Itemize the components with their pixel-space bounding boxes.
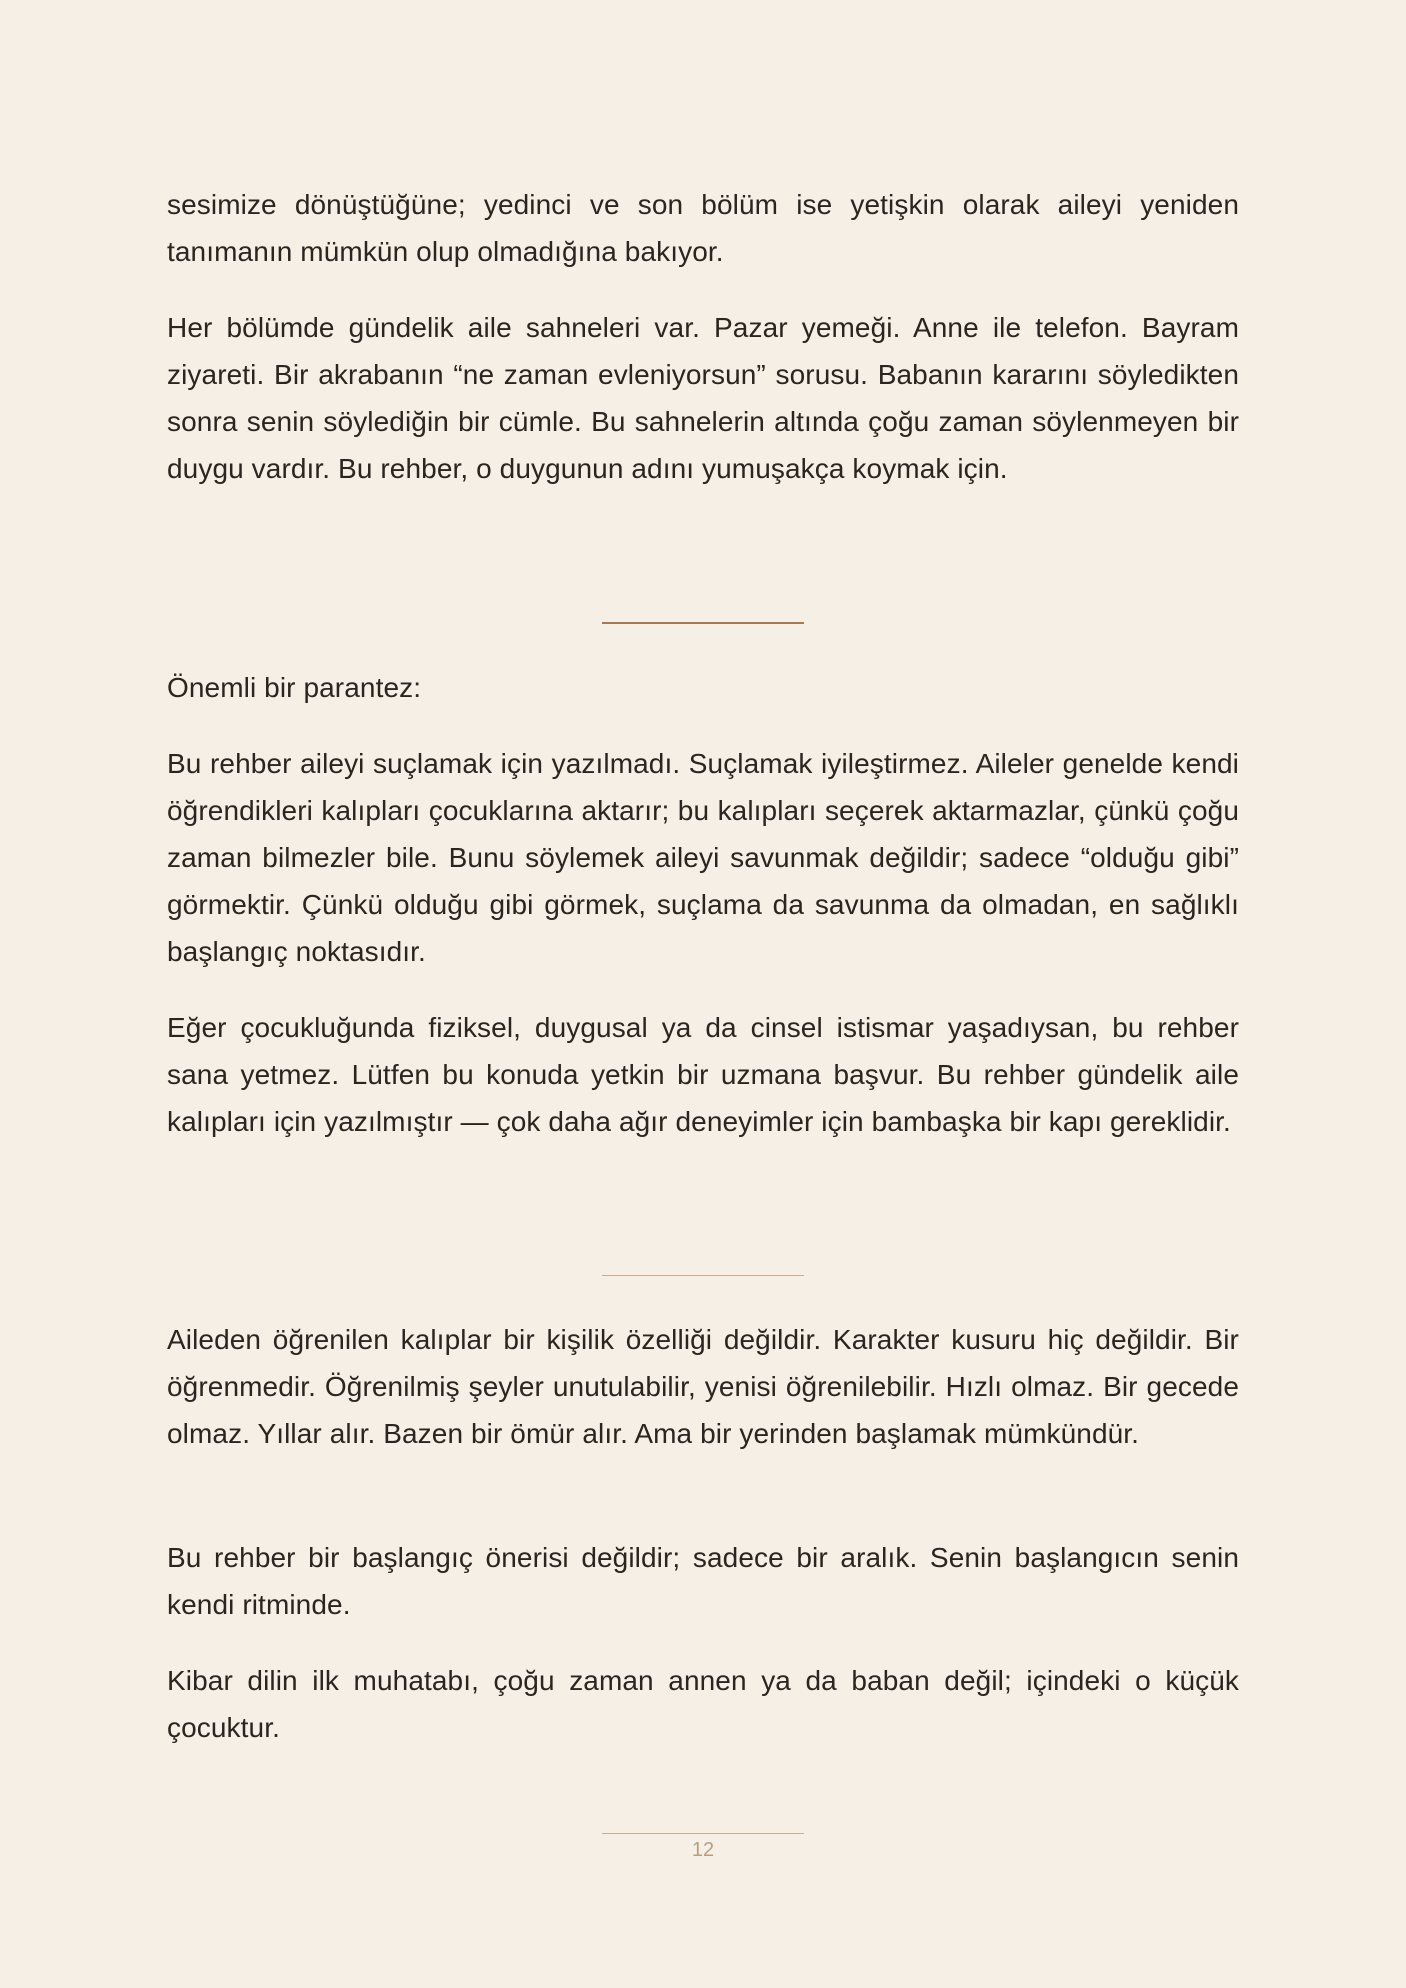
paragraph-chapter-overview-end: sesimize dönüştüğüne; yedinci ve son bölüm ise yetişkin olarak aileyi yeniden tanımanın mümkün olup olmadığına bakıyor.: [167, 189, 1239, 267]
section-divider: [602, 622, 804, 624]
document-page: [167, 0, 1239, 1988]
paragraph-abuse-warning: Eğer çocukluğunda fiziksel, duygusal ya da cinsel istismar yaşadıysan, bu rehber sana yetmez. Lütfen bu konuda yetkin bir uzmana başvur. Bu rehber gündelik aile kalıpları için yazılmıştır — çok daha ağır deneyimler için bambaşka bir kapı gereklidir.: [167, 1012, 1239, 1137]
footer-rule: [602, 1833, 804, 1834]
paragraph-learned-patterns: Aileden öğrenilen kalıplar bir kişilik özelliği değildir. Karakter kusuru hiç değildir. Bir öğrenmedir. Öğrenilmiş şeyler unutulabilir, yenisi öğrenilebilir. Hızlı olmaz. Bir gecede olmaz. Yıllar alır. Bazen bir ömür alır. Ama bir yerinden başlamak mümkündür.: [167, 1324, 1239, 1449]
paragraph-important-note-heading: Önemli bir parantez:: [167, 672, 422, 703]
paragraph-own-rhythm: Bu rehber bir başlangıç önerisi değildir; sadece bir aralık. Senin başlangıcın senin kendi ritminde.: [167, 1542, 1239, 1620]
paragraph-not-blaming-family: Bu rehber aileyi suçlamak için yazılmadı. Suçlamak iyileştirmez. Aileler genelde kendi öğrendikleri kalıpları çocuklarına aktarır; bu kalıpları seçerek aktarmazlar, çünkü çoğu zaman bilmezler bile. Bunu söylemek aileyi savunmak değildir; sadece “olduğu gibi” görmektir. Çünkü olduğu gibi görmek, suçlama da savunma da olmadan, en sağlıklı başlangıç noktasıdır.: [167, 748, 1239, 967]
paragraph-inner-child: Kibar dilin ilk muhatabı, çoğu zaman annen ya da baban değil; içindeki o küçük çocuktur.: [167, 1665, 1239, 1743]
section-divider: [602, 1275, 804, 1276]
paragraph-family-scenes: Her bölümde gündelik aile sahneleri var. Pazar yemeği. Anne ile telefon. Bayram ziyareti. Bir akrabanın “ne zaman evleniyorsun” sorusu. Babanın kararını söyledikten sonra senin söylediğin bir cümle. Bu sahnelerin altında çoğu zaman söylenmeyen bir duygu vardır. Bu rehber, o duygunun adını yumuşakça koymak için.: [167, 312, 1239, 484]
page-number: 12: [691, 1839, 715, 1861]
